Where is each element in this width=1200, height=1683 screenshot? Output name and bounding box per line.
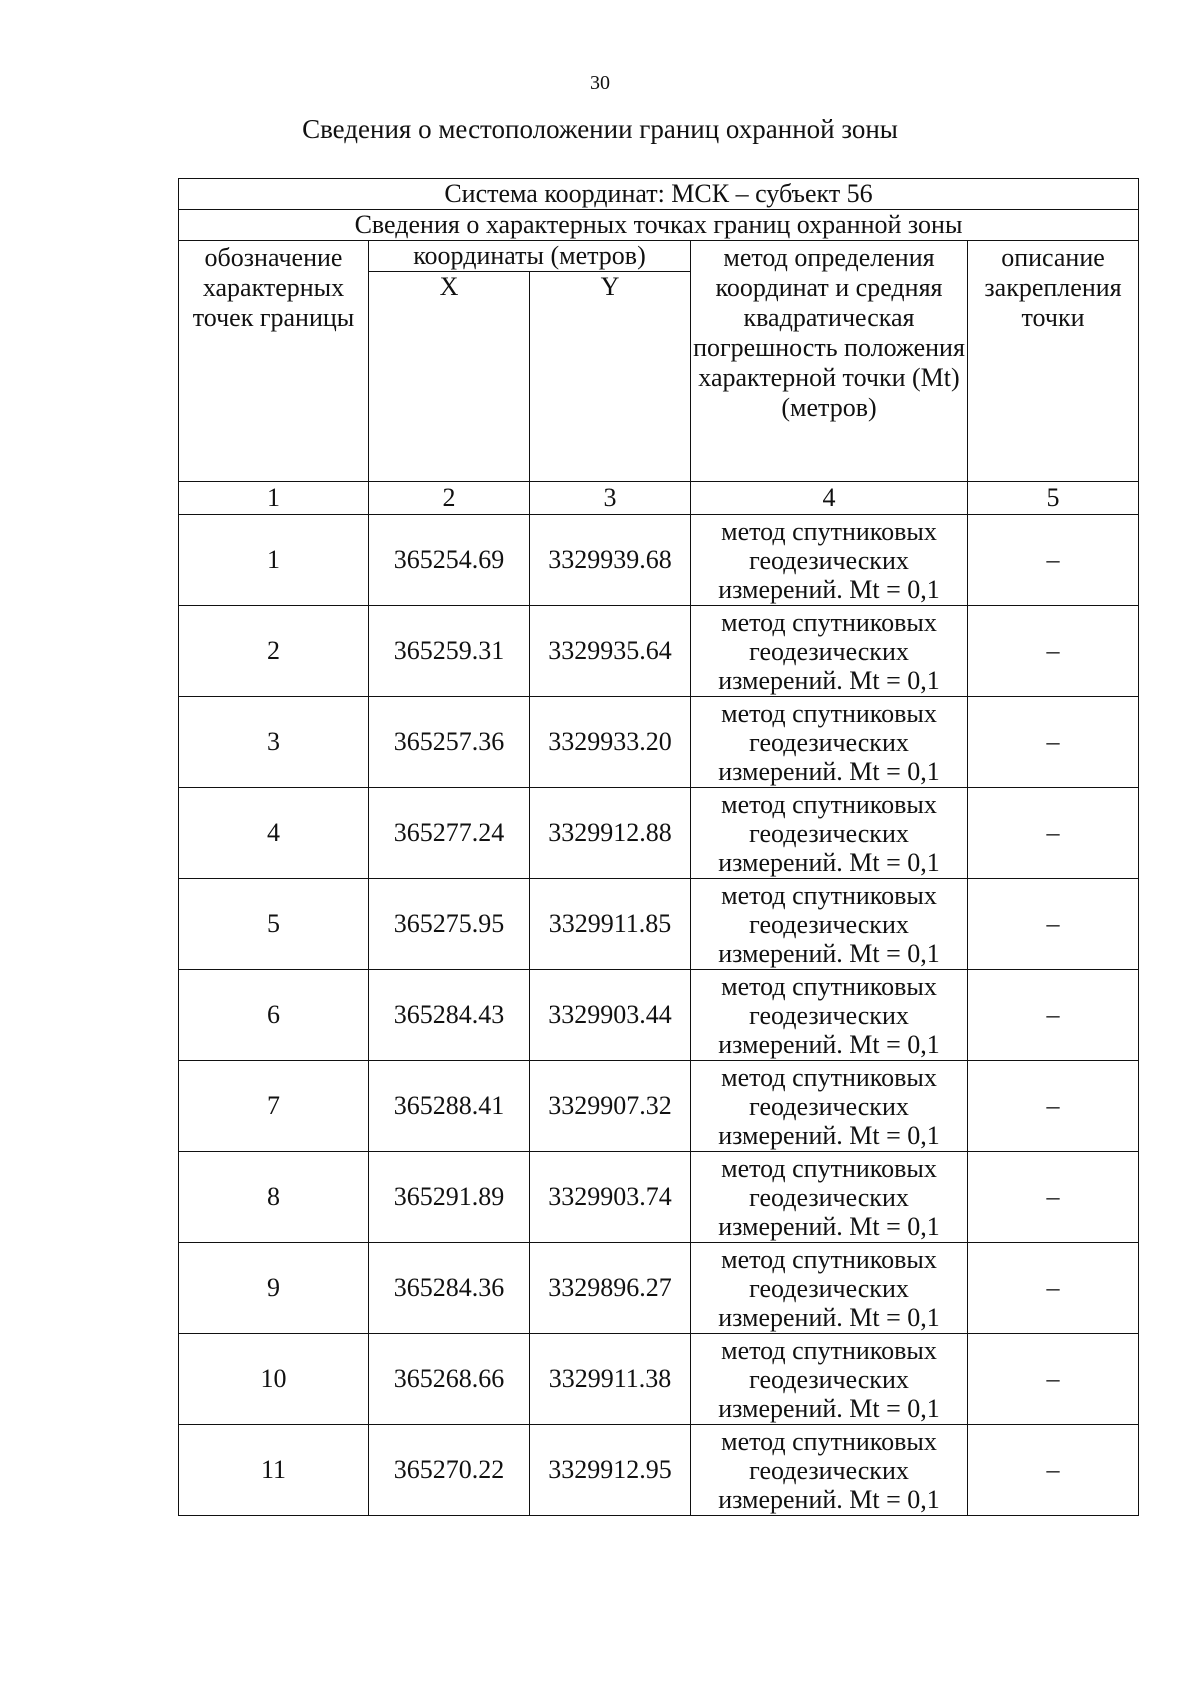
x-coordinate-cell: 365277.24 — [369, 788, 530, 879]
description-cell: – — [968, 697, 1139, 788]
point-number-cell: 11 — [179, 1425, 369, 1516]
description-cell: – — [968, 1243, 1139, 1334]
x-coordinate-cell: 365284.43 — [369, 970, 530, 1061]
description-cell: – — [968, 1061, 1139, 1152]
point-number-cell: 4 — [179, 788, 369, 879]
x-coordinate-cell: 365284.36 — [369, 1243, 530, 1334]
point-number-cell: 7 — [179, 1061, 369, 1152]
description-cell: – — [968, 788, 1139, 879]
y-coordinate-cell: 3329903.74 — [530, 1152, 691, 1243]
y-coordinate-cell: 3329935.64 — [530, 606, 691, 697]
point-number-cell: 9 — [179, 1243, 369, 1334]
column-number: 5 — [968, 482, 1139, 515]
header-designation: обозначение характерных точек границы — [179, 241, 369, 482]
header-y: Y — [530, 272, 691, 482]
description-cell: – — [968, 1152, 1139, 1243]
point-number-cell: 2 — [179, 606, 369, 697]
header-x: X — [369, 272, 530, 482]
description-cell: – — [968, 606, 1139, 697]
x-coordinate-cell: 365275.95 — [369, 879, 530, 970]
description-cell: – — [968, 515, 1139, 606]
header-description: описание закрепления точки — [968, 241, 1139, 482]
y-coordinate-cell: 3329912.95 — [530, 1425, 691, 1516]
column-number: 3 — [530, 482, 691, 515]
description-cell: – — [968, 879, 1139, 970]
method-cell: метод спутниковых геодезических измерений. Mt = 0,1 — [691, 1425, 968, 1516]
table-header — [179, 179, 1139, 515]
description-cell: – — [968, 970, 1139, 1061]
x-coordinate-cell: 365254.69 — [369, 515, 530, 606]
method-cell: метод спутниковых геодезических измерений. Mt = 0,1 — [691, 1061, 968, 1152]
section-title-cell: Сведения о характерных точках границ охранной зоны — [179, 210, 1139, 241]
table-row — [179, 1425, 1139, 1516]
table-row — [179, 1243, 1139, 1334]
point-number-cell: 10 — [179, 1334, 369, 1425]
point-number-cell: 3 — [179, 697, 369, 788]
table-row — [179, 606, 1139, 697]
x-coordinate-cell: 365291.89 — [369, 1152, 530, 1243]
column-number: 1 — [179, 482, 369, 515]
coordinates-table — [178, 178, 1139, 1516]
header-method: метод определения координат и средняя квадратическая погрешность положения характерной точки (Mt) (метров) — [691, 241, 968, 482]
method-cell: метод спутниковых геодезических измерений. Mt = 0,1 — [691, 788, 968, 879]
y-coordinate-cell: 3329903.44 — [530, 970, 691, 1061]
table-row — [179, 788, 1139, 879]
method-cell: метод спутниковых геодезических измерений. Mt = 0,1 — [691, 1243, 968, 1334]
column-number-row — [179, 482, 1139, 515]
table-row — [179, 1334, 1139, 1425]
x-coordinate-cell: 365268.66 — [369, 1334, 530, 1425]
table-row — [179, 1061, 1139, 1152]
y-coordinate-cell: 3329911.85 — [530, 879, 691, 970]
x-coordinate-cell: 365257.36 — [369, 697, 530, 788]
point-number-cell: 8 — [179, 1152, 369, 1243]
description-cell: – — [968, 1425, 1139, 1516]
point-number-cell: 5 — [179, 879, 369, 970]
column-number: 4 — [691, 482, 968, 515]
column-number: 2 — [369, 482, 530, 515]
method-cell: метод спутниковых геодезических измерений. Mt = 0,1 — [691, 697, 968, 788]
method-cell: метод спутниковых геодезических измерений. Mt = 0,1 — [691, 879, 968, 970]
x-coordinate-cell: 365270.22 — [369, 1425, 530, 1516]
y-coordinate-cell: 3329933.20 — [530, 697, 691, 788]
description-cell: – — [968, 1334, 1139, 1425]
table-row — [179, 697, 1139, 788]
method-cell: метод спутниковых геодезических измерений. Mt = 0,1 — [691, 606, 968, 697]
method-cell: метод спутниковых геодезических измерений. Mt = 0,1 — [691, 1334, 968, 1425]
y-coordinate-cell: 3329907.32 — [530, 1061, 691, 1152]
y-coordinate-cell: 3329912.88 — [530, 788, 691, 879]
method-cell: метод спутниковых геодезических измерений. Mt = 0,1 — [691, 1152, 968, 1243]
method-cell: метод спутниковых геодезических измерений. Mt = 0,1 — [691, 515, 968, 606]
document-title: Сведения о местоположении границ охранной зоны — [302, 114, 898, 144]
method-cell: метод спутниковых геодезических измерений. Mt = 0,1 — [691, 970, 968, 1061]
table-row — [179, 1152, 1139, 1243]
table-row — [179, 879, 1139, 970]
header-coordinates: координаты (метров) — [369, 241, 691, 272]
y-coordinate-cell: 3329911.38 — [530, 1334, 691, 1425]
point-number-cell: 1 — [179, 515, 369, 606]
page-number: 30 — [590, 72, 610, 94]
table-body — [179, 515, 1139, 1516]
table-row — [179, 970, 1139, 1061]
y-coordinate-cell: 3329939.68 — [530, 515, 691, 606]
x-coordinate-cell: 365288.41 — [369, 1061, 530, 1152]
y-coordinate-cell: 3329896.27 — [530, 1243, 691, 1334]
point-number-cell: 6 — [179, 970, 369, 1061]
coord-system-cell: Система координат: МСК – субъект 56 — [179, 179, 1139, 210]
table-row — [179, 515, 1139, 606]
x-coordinate-cell: 365259.31 — [369, 606, 530, 697]
